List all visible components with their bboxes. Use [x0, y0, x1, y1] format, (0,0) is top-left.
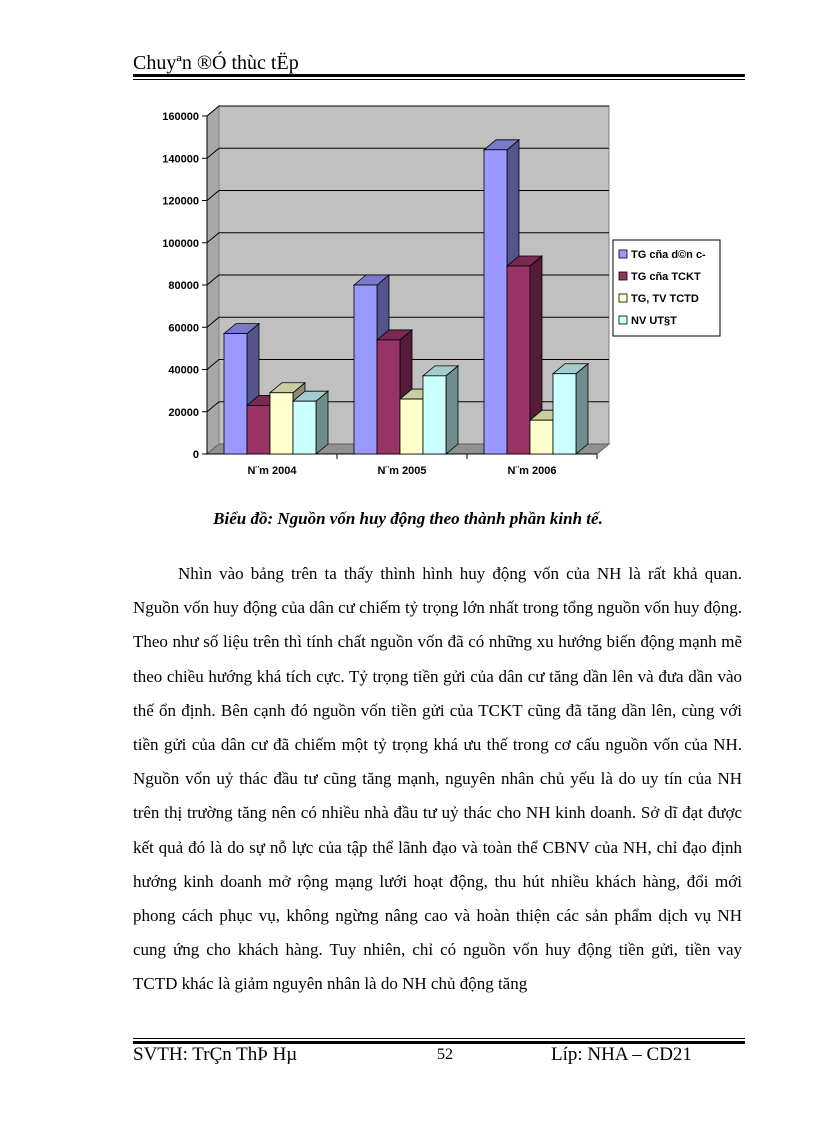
- y-tick-label: 60000: [168, 322, 199, 335]
- y-tick-label: 140000: [162, 153, 199, 166]
- bar-3-0: [293, 401, 316, 454]
- legend-swatch: [619, 272, 627, 280]
- legend-label: TG cña TCKT: [631, 271, 701, 283]
- x-tick-label: N¨m 2006: [507, 465, 557, 477]
- legend-label: TG, TV TCTD: [631, 293, 699, 305]
- page-header-title: Chuyªn ®Ó thùc tËp: [133, 52, 299, 74]
- bar-3-1: [423, 376, 446, 454]
- y-tick-label: 100000: [162, 237, 199, 250]
- y-tick-label: 20000: [168, 406, 199, 419]
- chart-svg: [150, 100, 730, 490]
- bar-0-1: [354, 285, 377, 454]
- legend-swatch: [619, 294, 627, 302]
- bar-chart: [150, 100, 730, 490]
- bar-0-0: [224, 334, 247, 454]
- legend-label: TG cña d©n c-: [631, 249, 706, 261]
- y-tick-label: 40000: [168, 364, 199, 377]
- legend-swatch: [619, 250, 627, 258]
- header-rule-thin: [133, 79, 745, 80]
- bar-side-3: [446, 366, 458, 454]
- bar-0-2: [484, 150, 507, 454]
- bar-1-1: [377, 340, 400, 454]
- bar-2-2: [530, 420, 553, 454]
- bar-1-0: [247, 405, 270, 454]
- y-tick-label: 0: [192, 449, 199, 461]
- footer-page-number: 52: [437, 1046, 453, 1063]
- footer-student: SVTH: TrÇn ThÞ Hµ: [133, 1044, 298, 1065]
- bar-side-3: [316, 391, 328, 454]
- footer-class: Líp: NHA – CD21: [551, 1044, 692, 1065]
- bar-2-1: [400, 399, 423, 454]
- header-rule-thick: [133, 74, 745, 77]
- x-tick-label: N¨m 2005: [377, 465, 427, 477]
- bar-3-2: [553, 374, 576, 454]
- chart-caption: Biểu đồ: Nguồn vốn huy động theo thành phần kinh tế.: [213, 509, 603, 528]
- x-tick-label: N¨m 2004: [247, 465, 297, 477]
- bar-2-0: [270, 393, 293, 454]
- legend-swatch: [619, 316, 627, 324]
- bar-1-2: [507, 266, 530, 454]
- y-tick-label: 80000: [168, 280, 199, 292]
- legend-label: NV UT§T: [631, 315, 677, 327]
- y-tick-label: 120000: [162, 195, 199, 208]
- footer-rule-thin: [133, 1038, 745, 1039]
- bar-side-3: [576, 364, 588, 454]
- y-tick-label: 160000: [162, 111, 199, 123]
- body-paragraph: Nhìn vào bảng trên ta thấy thình hình huy động vốn của NH là rất khả quan. Nguồn vốn huy động của dân cư chiếm tỷ trọng lớn nhất trong tổng nguồn vốn huy động. Theo như số liệu trên thì tính chất nguồn vốn đã có những xu hướng biến động mạnh mẽ theo chiều hướng khá tích cực. Tỷ trọng tiền gửi của dân cư tăng dần lên và đưa dần vào thế ổn định. Bên cạnh đó nguồn vốn tiền gửi của TCKT cũng đã tăng dần lên, cùng với tiền gửi của dân cư đã chiếm một tỷ trọng khá ưu thế trong cơ cấu nguồn vốn của NH. Nguồn vốn uỷ thác đầu tư cũng tăng mạnh, nguyên nhân chủ yếu là do uy tín của NH trên thị trường tăng nên có nhiều nhà đầu tư uỷ thác cho NH kinh doanh. Sở dĩ đạt được kết quả đó là do sự nỗ lực của tập thể lãnh đạo và toàn thể CBNV của NH, chỉ đạo định hướng kinh doanh mở rộng mạng lưới hoạt động, thu hút nhiều khách hàng, đổi mới phong cách phục vụ, không ngừng nâng cao và hoàn thiện các sản phẩm dịch vụ NH cung ứng cho khách hàng. Tuy nhiên, chỉ có nguồn vốn huy động tiền gửi, tiền vay TCTD khác là giảm nguyên nhân là do NH chủ động tăng: [133, 564, 742, 994]
